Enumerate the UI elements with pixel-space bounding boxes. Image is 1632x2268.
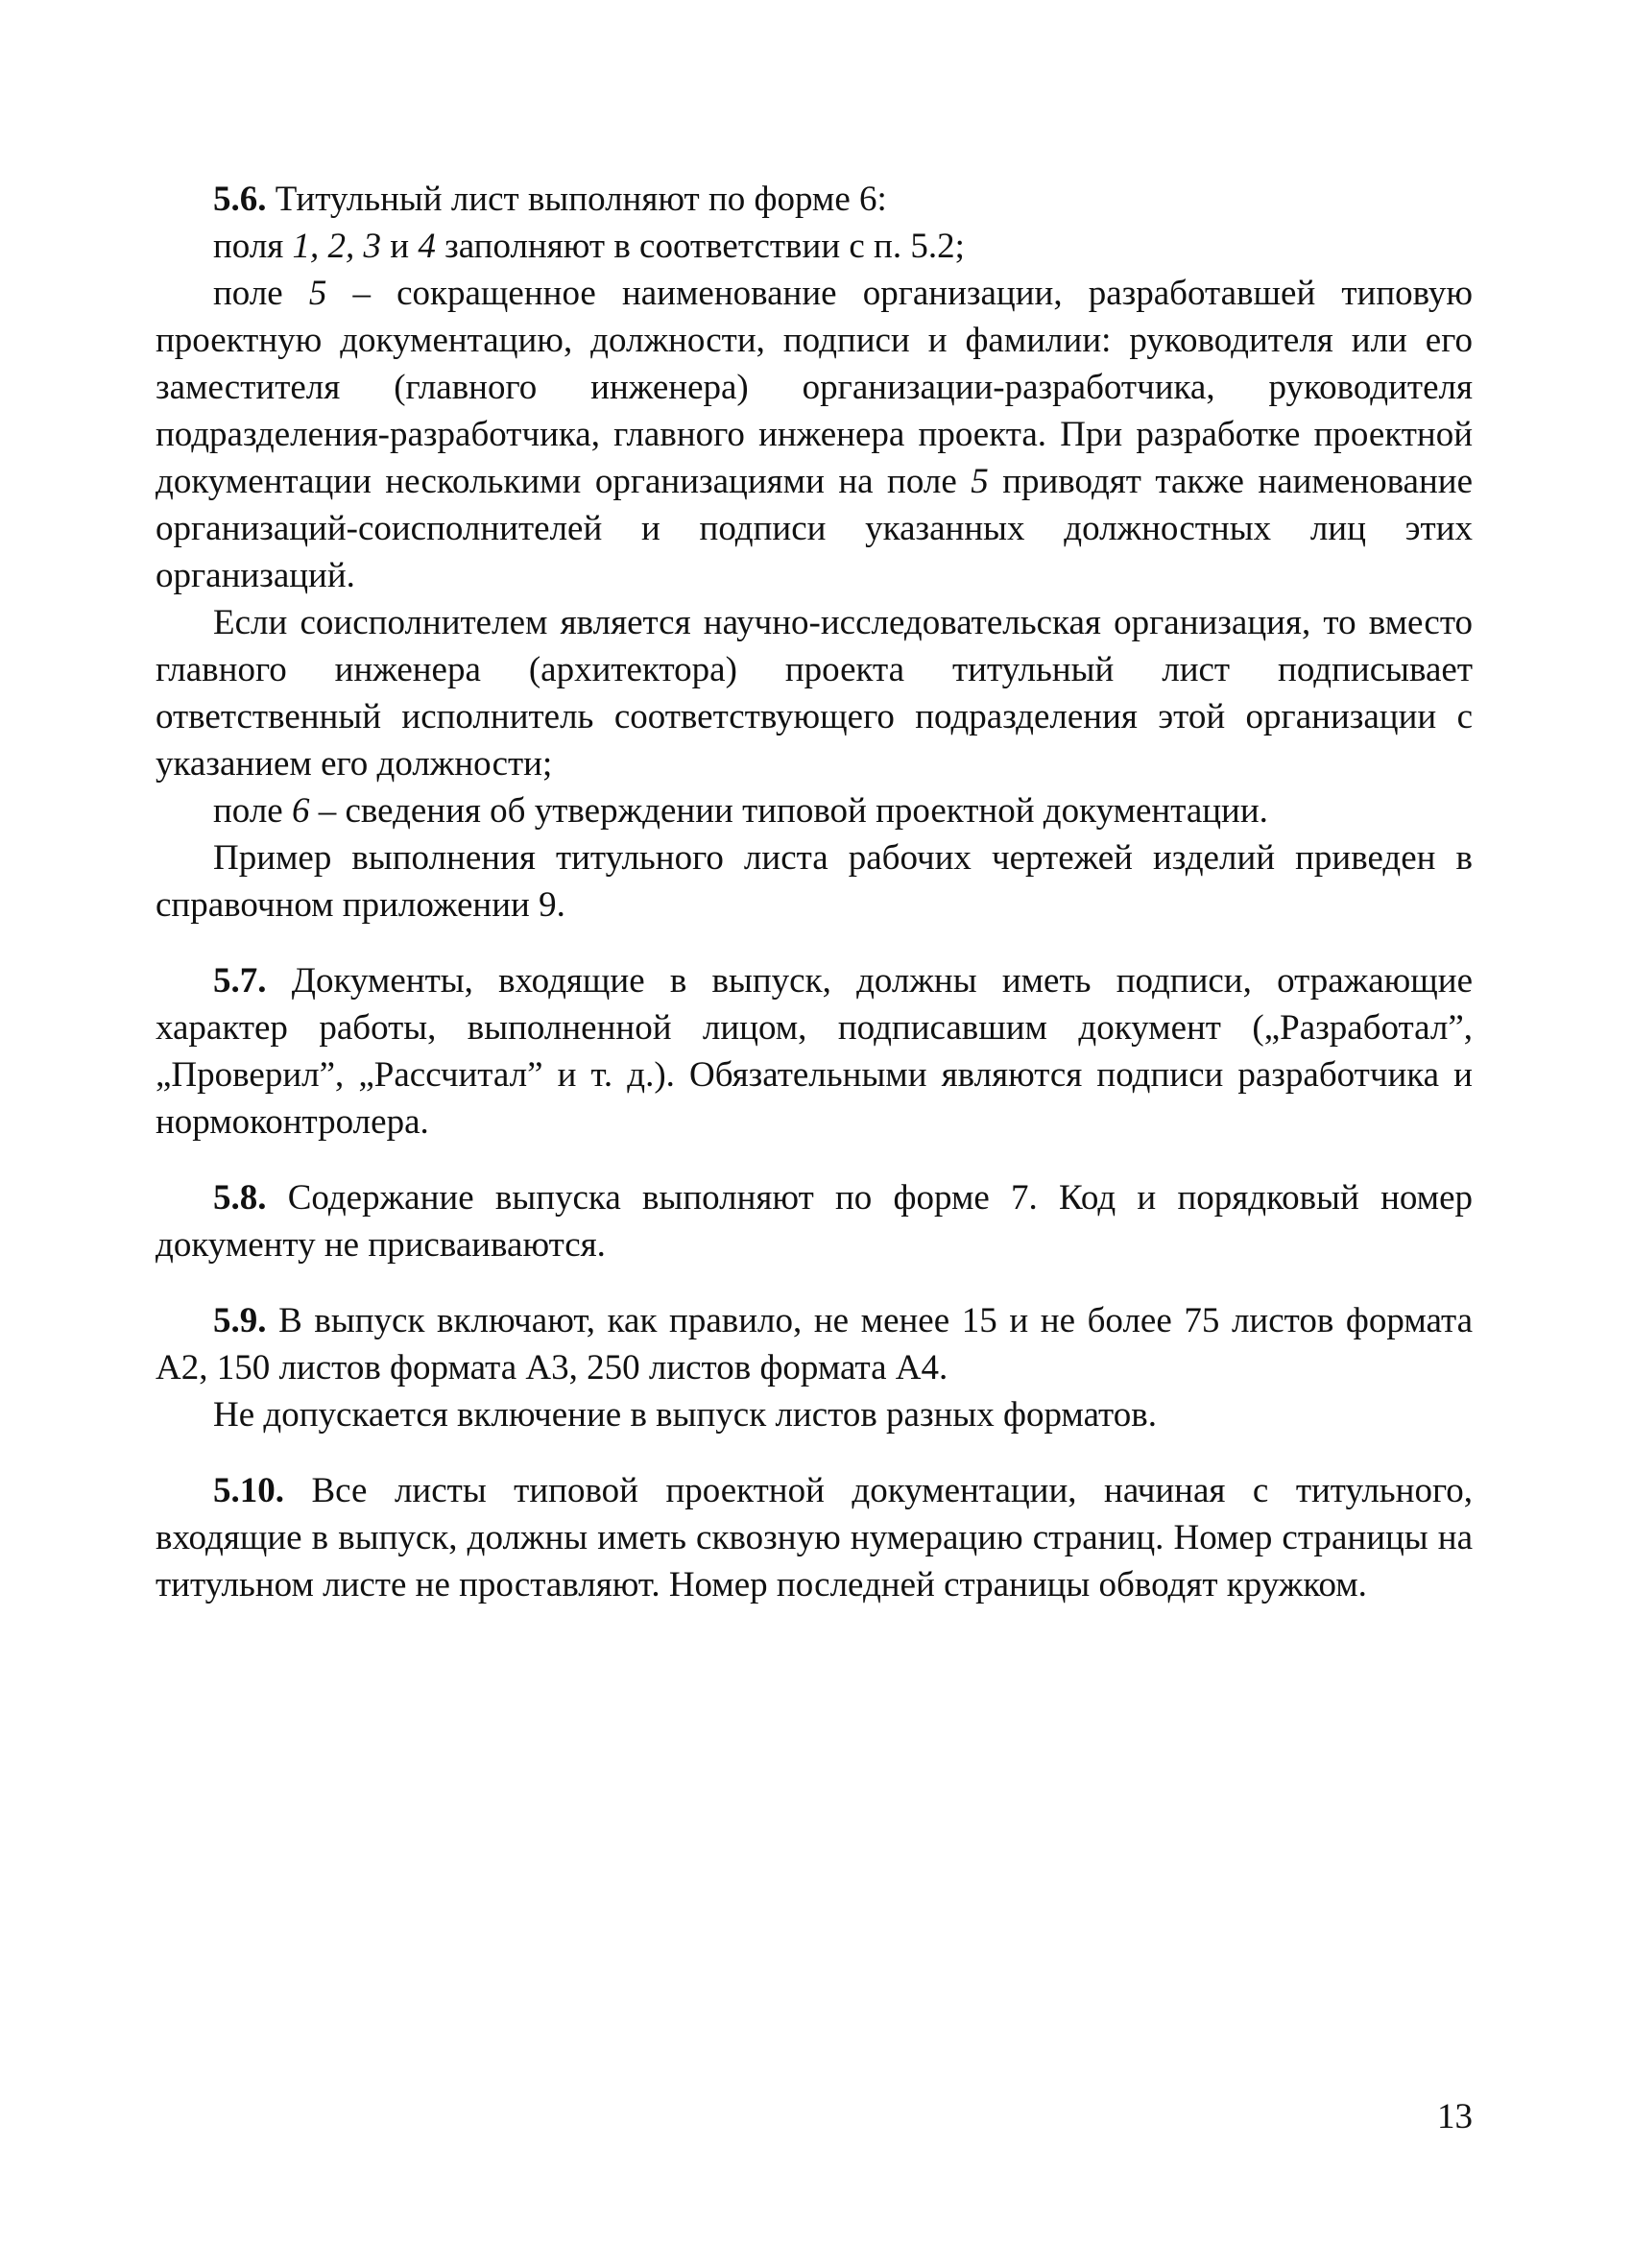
section-number: 5.7. [213, 961, 267, 1001]
section-5-6-field5-paragraph [156, 270, 1473, 599]
paragraph-text: Все листы типовой проектной документации, начиная с титульного, входящие в выпуск, должны иметь сквозную нумерацию страниц. Номер страницы на титульном листе не проставляют. Номер последней страницы обводят кружком. [156, 1471, 1473, 1604]
section-5-7-paragraph [156, 957, 1473, 1146]
paragraph-text: Титульный лист выполняют по форме 6: [266, 180, 887, 219]
field-reference: 1, 2, 3 [292, 227, 382, 266]
section-5-6-example-paragraph: Пример выполнения титульного листа рабочих чертежей изделий приведен в справочном приложении 9. [156, 838, 1473, 925]
section-5-9-paragraph [156, 1297, 1473, 1391]
section-5-10-paragraph [156, 1467, 1473, 1608]
paragraph-text: Содержание выпуска выполняют по форме 7. Код и порядковый номер документу не присваиваются. [156, 1178, 1473, 1265]
page-body [156, 176, 1473, 1608]
field-reference: 5 [308, 274, 327, 313]
paragraph-text: поля [213, 227, 293, 266]
section-5-6-field6-paragraph [156, 787, 1473, 834]
field-reference: 4 [418, 227, 436, 266]
section-5-6-coexecutor-paragraph: Если соисполнителем является научно-исследовательская организация, то вместо главного инженера (архитектора) проекта титульный лист подписывает ответственный исполнитель соответствующего подразделения этой организации с указанием его должности; [156, 603, 1473, 784]
section-number: 5.6. [213, 180, 267, 219]
paragraph-text: – сокращенное наименование организации, разработавшей типовую проектную документацию, должности, подписи и фамилии: руководителя или его заместителя (главного инженера) организации-разработчика, руководителя подразделения-разработчика, главного инженера проекта. При разработке проектной документации несколькими организациями на поле [156, 274, 1473, 501]
paragraph-text: и [381, 227, 419, 266]
section-number: 5.9. [213, 1301, 267, 1340]
section-5-6-fields-paragraph [156, 223, 1473, 270]
paragraph-text: приводят также наименование организаций-соисполнителей и подписи указанных должностных лиц этих организаций. [156, 462, 1473, 595]
section-number: 5.8. [213, 1178, 267, 1218]
field-reference: 5 [971, 462, 989, 501]
section-number: 5.10. [213, 1471, 284, 1510]
paragraph-text: поле [213, 274, 309, 313]
field-reference: 6 [291, 791, 310, 831]
section-5-6-heading-paragraph [156, 176, 1473, 223]
section-5-9-second-paragraph: Не допускается включение в выпуск листов разных форматов. [213, 1395, 1157, 1435]
paragraph-text: поле [213, 791, 292, 831]
paragraph-text: заполняют в соответствии с п. 5.2; [435, 227, 965, 266]
paragraph-text: – сведения об утверждении типовой проектной документации. [309, 791, 1268, 831]
paragraph-text: В выпуск включают, как правило, не менее 15 и не более 75 листов формата А2, 150 листов формата А3, 250 листов формата А4. [156, 1301, 1473, 1387]
page-number: 13 [1437, 2097, 1473, 2136]
section-5-8-paragraph [156, 1174, 1473, 1268]
paragraph-text: Документы, входящие в выпуск, должны иметь подписи, отражающие характер работы, выполненной лицом, подписавшим документ („Разработал”, „Проверил”, „Рассчитал” и т. д.). Обязательными являются подписи разработчика и нормоконтролера. [156, 961, 1473, 1142]
